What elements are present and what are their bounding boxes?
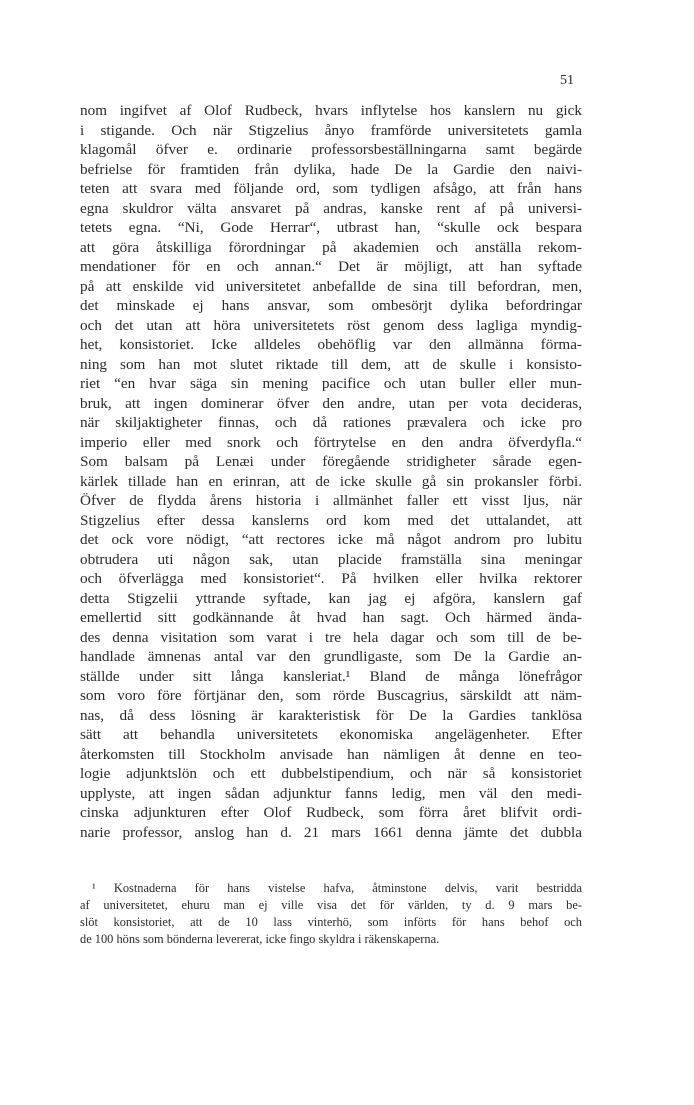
text-line: des denna visitation som varat i tre hela dagar och som till de be-: [80, 628, 582, 646]
footnote-line: af universitetet, ehuru man ej ville visa det för världen, ty d. 9 mars be-: [80, 898, 582, 912]
text-line: riet “en hvar säga sin mening pacifice och utan buller eller mun-: [80, 375, 582, 392]
text-line: ställde under sitt långa kansleriat.¹ Bland de många lönefrågor: [80, 667, 582, 685]
footnote-line: de 100 höns som bönderna levererat, icke fingo skyldra i räkenskaperna.: [80, 932, 440, 946]
text-line: bruk, att ingen dominerar öfver den andre, utan per vota decideras,: [80, 394, 582, 412]
text-line: het, konsistoriet. Icke alldeles obehöflig var den allmänna förma-: [80, 336, 582, 353]
text-line: emellertid sitt godkännande åt hvad han sagt. Och härmed ända-: [80, 609, 582, 626]
text-line: detta Stigzelii yttrande syftade, kan jag ej afgöra, kanslern gaf: [80, 589, 582, 607]
text-line: det minskade ej hans ansvar, som ombesörjt dylika befordringar: [80, 297, 582, 314]
text-line: egna skuldror välta ansvaret på andras, kanske rent af på universi-: [80, 199, 582, 217]
text-line: sätt att behandla universitetets ekonomiska angelägenheter. Efter: [80, 726, 582, 743]
text-line: återkomsten till Stockholm anvisade han nämligen åt denne en teo-: [80, 745, 582, 763]
text-line: cinska adjunkturen efter Olof Rudbeck, som förra året blifvit ordi-: [80, 804, 582, 821]
text-line: Öfver de flydda årens historia i allmänhet faller ett visst ljus, när: [80, 492, 582, 509]
text-line: att göra åtskilliga förordningar på akademien och anställa rekom-: [80, 238, 582, 256]
text-line: nas, då dess lösning är karakteristisk för De la Gardies tanklösa: [80, 706, 582, 724]
text-line: nom ingifvet af Olof Rudbeck, hvars inflytelse hos kanslern nu gick: [80, 102, 582, 119]
text-line: imperio eller med snork och förtrytelse en den andra öfverdyfla.“: [80, 433, 582, 451]
text-line: obtrudera uti någon sak, utan placide framställa sina meningar: [80, 550, 582, 568]
text-line: när skiljaktigheter finnas, och då rationes prævalera och icke pro: [80, 414, 582, 431]
text-line: narie professor, anslog han d. 21 mars 1661 denna jämte det dubbla: [80, 823, 582, 841]
text-line: på att enskilde vid universitetet anbefallde de sina till befordran, men,: [80, 277, 582, 295]
body-text: [80, 101, 582, 842]
text-line: logie adjunktslön och ett dubbelstipendium, och när så konsistoriet: [80, 765, 582, 782]
text-line: det ock vore nödigt, “att rectores icke må något androm pro lubitu: [80, 531, 582, 548]
text-line: upplyste, att ingen sådan adjunktur fanns ledig, men väl den medi-: [80, 784, 582, 802]
text-line: kärlek tillade han en erinran, att de icke skulle gå sin prokansler förbi.: [80, 472, 582, 490]
text-line: Stigzelius efter dessa kanslerns ord kom med det uttalandet, att: [80, 511, 582, 529]
text-line: Som balsam på Lenæi under föregående stridigheter sårade egen-: [80, 453, 582, 470]
text-line: i stigande. Och när Stigzelius ånyo framförde universitetets gamla: [80, 121, 582, 139]
page-number: 51: [560, 73, 574, 88]
footnote: [80, 880, 582, 948]
footnote-line: slöt konsistoriet, att de 10 lass vinterhö, som införts för hans behof och: [80, 915, 582, 929]
text-line: som voro före förtjänar den, som rörde Buscagrius, särskildt att näm-: [80, 687, 582, 704]
text-line: befrielse för framtiden från dylika, hade De la Gardie den naivi-: [80, 160, 582, 178]
text-line: ning som han mot slutet riktade till dem, att de skulle i konsisto-: [80, 355, 582, 373]
text-line: klagomål öfver e. ordinarie professorsbeställningarna samt begärde: [80, 141, 582, 158]
text-line: handlade ämnenas antal var den grundligaste, som De la Gardie an-: [80, 648, 582, 665]
text-line: mendationer för en och annan.“ Det är möjligt, att han syftade: [80, 258, 582, 275]
text-line: och öfverlägga med konsistoriet“. På hvilken eller hvilka rektorer: [80, 570, 582, 587]
text-line: och det utan att höra universitetets röst genom dess lagliga myndig-: [80, 316, 582, 334]
text-line: tetets egna. “Ni, Gode Herrar“, utbrast han, “skulle ock bespara: [80, 219, 582, 236]
footnote-line: ¹ Kostnaderna för hans vistelse hafva, åtminstone delvis, varit bestridda: [92, 881, 582, 895]
text-line: teten att svara med följande ord, som tydligen afsågo, att från hans: [80, 180, 582, 197]
